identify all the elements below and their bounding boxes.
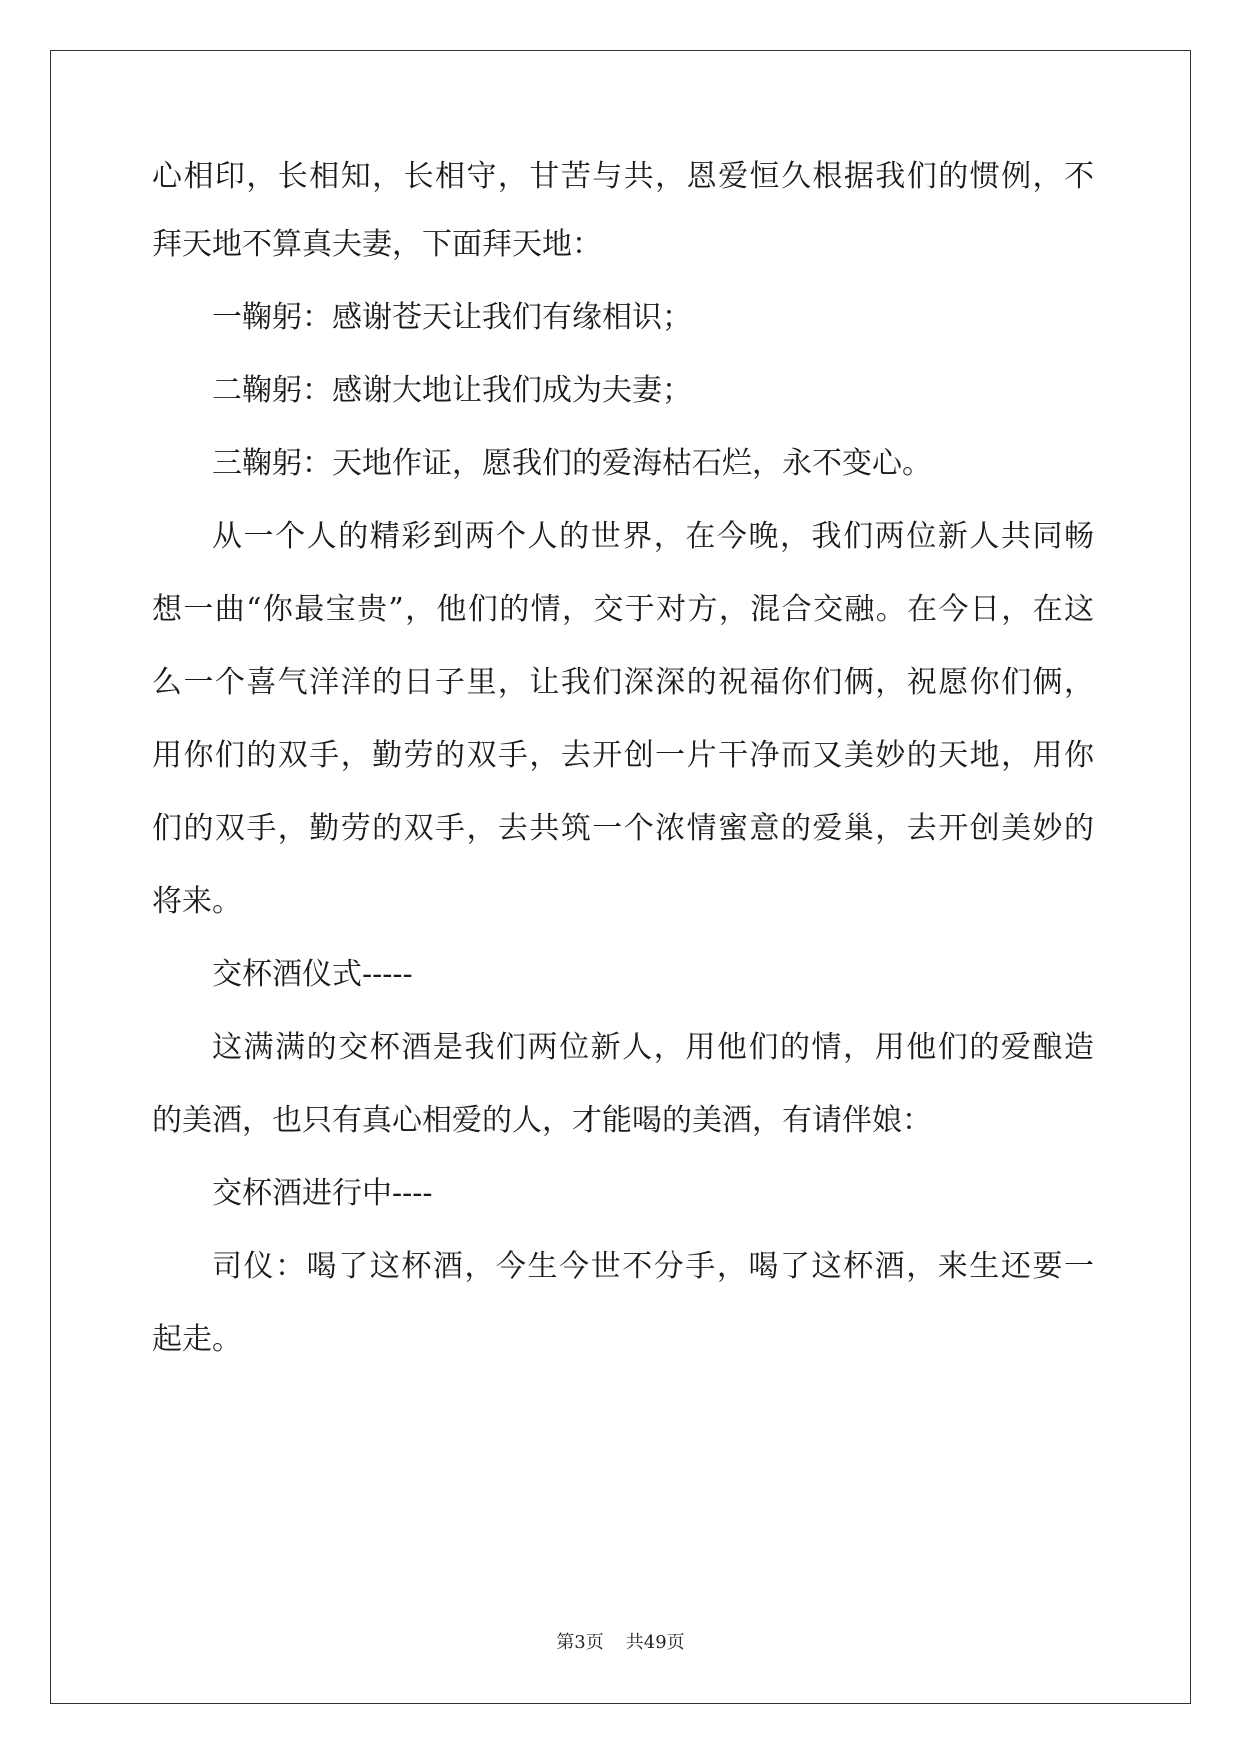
page-number: 第3页 (556, 1632, 604, 1653)
text-line: 将来。 (152, 884, 242, 919)
text-line: 起走。 (152, 1322, 242, 1357)
text-line: 想一曲“你最宝贵”，他们的情，交于对方，混合交融。在今日，在这 (152, 592, 1094, 627)
text-line: 三鞠躬：天地作证，愿我们的爱海枯石烂，永不变心。 (212, 446, 932, 481)
text-line: 用你们的双手，勤劳的双手，去开创一片干净而又美妙的天地，用你 (152, 738, 1094, 773)
section-heading: 交杯酒进行中---- (212, 1176, 433, 1211)
text-line: 司仪：喝了这杯酒，今生今世不分手，喝了这杯酒，来生还要一 (212, 1249, 1094, 1284)
text-line: 从一个人的精彩到两个人的世界，在今晚，我们两位新人共同畅 (212, 519, 1094, 554)
page-footer (0, 1631, 1241, 1655)
section-heading: 交杯酒仪式----- (212, 957, 413, 992)
text-line: 一鞠躬：感谢苍天让我们有缘相识； (212, 300, 692, 335)
page-total: 共49页 (625, 1632, 685, 1653)
page-border (50, 50, 1191, 1704)
text-line: 拜天地不算真夫妻，下面拜天地： (152, 227, 602, 262)
text-line: 们的双手，勤劳的双手，去共筑一个浓情蜜意的爱巢，去开创美妙的 (152, 811, 1094, 846)
text-line: 么一个喜气洋洋的日子里，让我们深深的祝福你们俩，祝愿你们俩， (152, 665, 1094, 700)
text-line: 的美酒，也只有真心相爱的人，才能喝的美酒，有请伴娘： (152, 1103, 932, 1138)
text-line: 心相印，长相知，长相守，甘苦与共，恩爱恒久根据我们的惯例，不 (152, 159, 1094, 194)
text-line: 二鞠躬：感谢大地让我们成为夫妻； (212, 373, 692, 408)
text-line: 这满满的交杯酒是我们两位新人，用他们的情，用他们的爱酿造 (212, 1030, 1094, 1065)
